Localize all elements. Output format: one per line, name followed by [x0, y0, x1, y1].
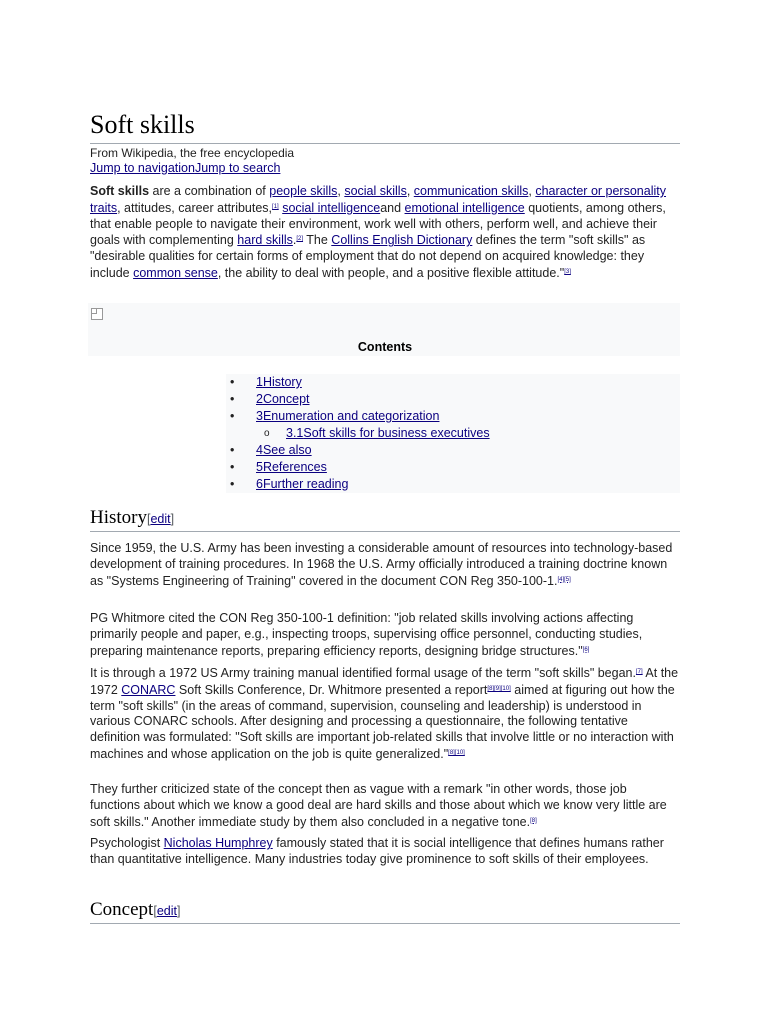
citation [487, 686, 510, 692]
toc-item[interactable] [226, 476, 680, 493]
lead-text: , [337, 184, 345, 198]
history-paragraph-5 [90, 836, 680, 868]
section-heading-concept [90, 898, 680, 924]
link-common-sense[interactable]: common sense [133, 265, 218, 280]
toc-number: 3 [256, 409, 263, 423]
link-social-skills[interactable]: social skills [344, 184, 407, 198]
toc-label: Concept [262, 392, 310, 406]
citation-link[interactable]: [2] [296, 236, 304, 243]
paragraph-text: They further criticized state of the concept then as vague with a remark "in other words, those job functions about which we know a good deal are hard skills and those about which we know very little are soft skills." Another immediate study by them also concluded in a negative tone. [90, 782, 667, 829]
edit-link[interactable]: edit [156, 904, 177, 918]
citation [557, 577, 570, 583]
link-character-traits[interactable]: character or personality traits [90, 184, 666, 215]
toc-label: Enumeration and categorization [262, 409, 440, 423]
lead-text: quotients, among others, that enable people to navigate their environment, work well with others, perform well, and achieve their goals with complementing [90, 200, 666, 248]
citation-link[interactable]: [8] [530, 817, 537, 824]
lead-text: The [303, 233, 332, 248]
toc-subitem[interactable] [226, 425, 680, 442]
paragraph-text: Psychologist [90, 836, 164, 850]
citation-link[interactable]: [4][5] [557, 576, 571, 583]
citation-link[interactable]: [6] [582, 646, 590, 653]
citation-link[interactable]: [1] [272, 203, 279, 210]
jump-to-navigation-link[interactable]: Jump to navigation [90, 161, 195, 175]
paragraph-text: Soft Skills Conference, Dr. Whitmore presented a report [175, 682, 488, 697]
paragraph-text: At the 1972 [90, 666, 679, 697]
paragraph-text: Since 1959, the U.S. Army has been investing a considerable amount of resources into technology-based development of training procedures. In 1968 the U.S. Army officially introduced a training doctrine known as "Systems Engineering of Training" covered in the document CON Reg 350-100-1. [90, 541, 673, 588]
link-social-intelligence[interactable]: social intelligence [282, 200, 381, 215]
lead-text: , [528, 184, 536, 198]
toc-label: History [262, 375, 302, 389]
citation [272, 204, 279, 210]
toc-label: Further reading [262, 477, 349, 491]
heading-text: History [90, 507, 147, 528]
citation [448, 750, 465, 756]
bracket: ] [176, 904, 181, 918]
paragraph-text: aimed at figuring out how the term "soft skills" (in the areas of command, supervision, counseling and leadership) is understood in various CONARC schools. After designing and processing a questionnaire, the following tentative definition was formulated: "Soft skills are important job-related skills that involve little or no interaction with machines and whose application on the job is quite generalized." [90, 682, 675, 761]
toc-label: References [262, 460, 327, 474]
toc-number: 4 [256, 443, 263, 457]
toc-number: 2 [256, 392, 263, 406]
toc-number: 1 [256, 375, 263, 389]
citation [564, 269, 571, 275]
citation-link[interactable]: [8][9][10] [487, 685, 511, 692]
history-paragraph-4 [90, 782, 680, 830]
paragraph-text: famously stated that it is social intelligence that defines humans rather than quantitative intelligence. Many industries today give prominence to soft skills of their employees. [90, 836, 664, 866]
history-paragraph-3 [90, 665, 680, 763]
broken-image-icon [91, 308, 103, 320]
lead-text: and [380, 200, 405, 215]
toc-item[interactable] [226, 442, 680, 459]
citation [636, 669, 643, 675]
lead-paragraph [90, 184, 680, 282]
link-communication-skills[interactable]: communication skills [413, 184, 529, 198]
jump-links [90, 161, 280, 175]
history-paragraph-1 [90, 541, 680, 589]
link-collins-dictionary[interactable]: Collins English Dictionary [331, 233, 473, 248]
paragraph-text: PG Whitmore cited the CON Reg 350-100-1 definition: "job related skills involving actions affecting primarily people and paper, e.g., inspecting troops, supervising office personnel, conducting studies, preparing maintenance reports, preparing efficiency reports, designing bridge structures." [90, 611, 643, 658]
history-paragraph-2 [90, 611, 680, 659]
jump-to-search-link[interactable]: Jump to search [194, 161, 281, 175]
lead-text: , [406, 184, 414, 198]
paragraph-text: It is through a 1972 US Army training manual identified formal usage of the term "soft skills" began. [90, 666, 636, 680]
citation-link[interactable]: [8][10] [448, 749, 465, 756]
link-people-skills[interactable]: people skills [269, 184, 338, 198]
table-of-contents [226, 374, 680, 493]
lead-text: defines the term "soft skills" as "desirable qualities for certain forms of employment that do not depend on acquired knowledge: they include [90, 233, 646, 280]
toc-label: See also [262, 443, 312, 457]
toc-number: 3.1 [286, 426, 304, 440]
edit-section [147, 512, 174, 526]
citation-link[interactable]: [7] [635, 669, 643, 675]
lead-text: . [292, 233, 297, 248]
citation [530, 818, 537, 824]
toc-label: Soft skills for business executives [303, 426, 490, 440]
citation [583, 647, 590, 653]
page-title: Soft skills [90, 108, 680, 144]
toc-item[interactable] [226, 459, 680, 476]
lead-text: are a combination of [149, 184, 270, 198]
toc-item[interactable] [226, 391, 680, 408]
citation-link[interactable]: [3] [564, 268, 571, 275]
edit-section [153, 904, 180, 918]
section-heading-history [90, 506, 680, 532]
contents-title: Contents [357, 340, 413, 354]
toc-item[interactable] [226, 374, 680, 391]
site-tagline: From Wikipedia, the free encyclopedia [90, 146, 295, 160]
link-nicholas-humphrey[interactable]: Nicholas Humphrey [163, 836, 273, 850]
heading-text: Concept [90, 899, 154, 920]
toc-number: 6 [256, 477, 263, 491]
bracket: ] [170, 512, 175, 526]
bracket: [ [147, 512, 151, 526]
lead-text: , the ability to deal with people, and a positive flexible attitude." [217, 265, 565, 280]
link-hard-skills[interactable]: hard skills [237, 233, 293, 248]
lead-text: , attitudes, career attributes, [117, 200, 273, 215]
edit-link[interactable]: edit [150, 512, 171, 526]
lead-bold-term: Soft skills [90, 184, 150, 198]
toc-number: 5 [256, 460, 263, 474]
link-conarc[interactable]: CONARC [121, 682, 176, 697]
toc-item[interactable] [226, 408, 680, 425]
bracket: [ [153, 904, 157, 918]
link-emotional-intelligence[interactable]: emotional intelligence [404, 200, 525, 215]
